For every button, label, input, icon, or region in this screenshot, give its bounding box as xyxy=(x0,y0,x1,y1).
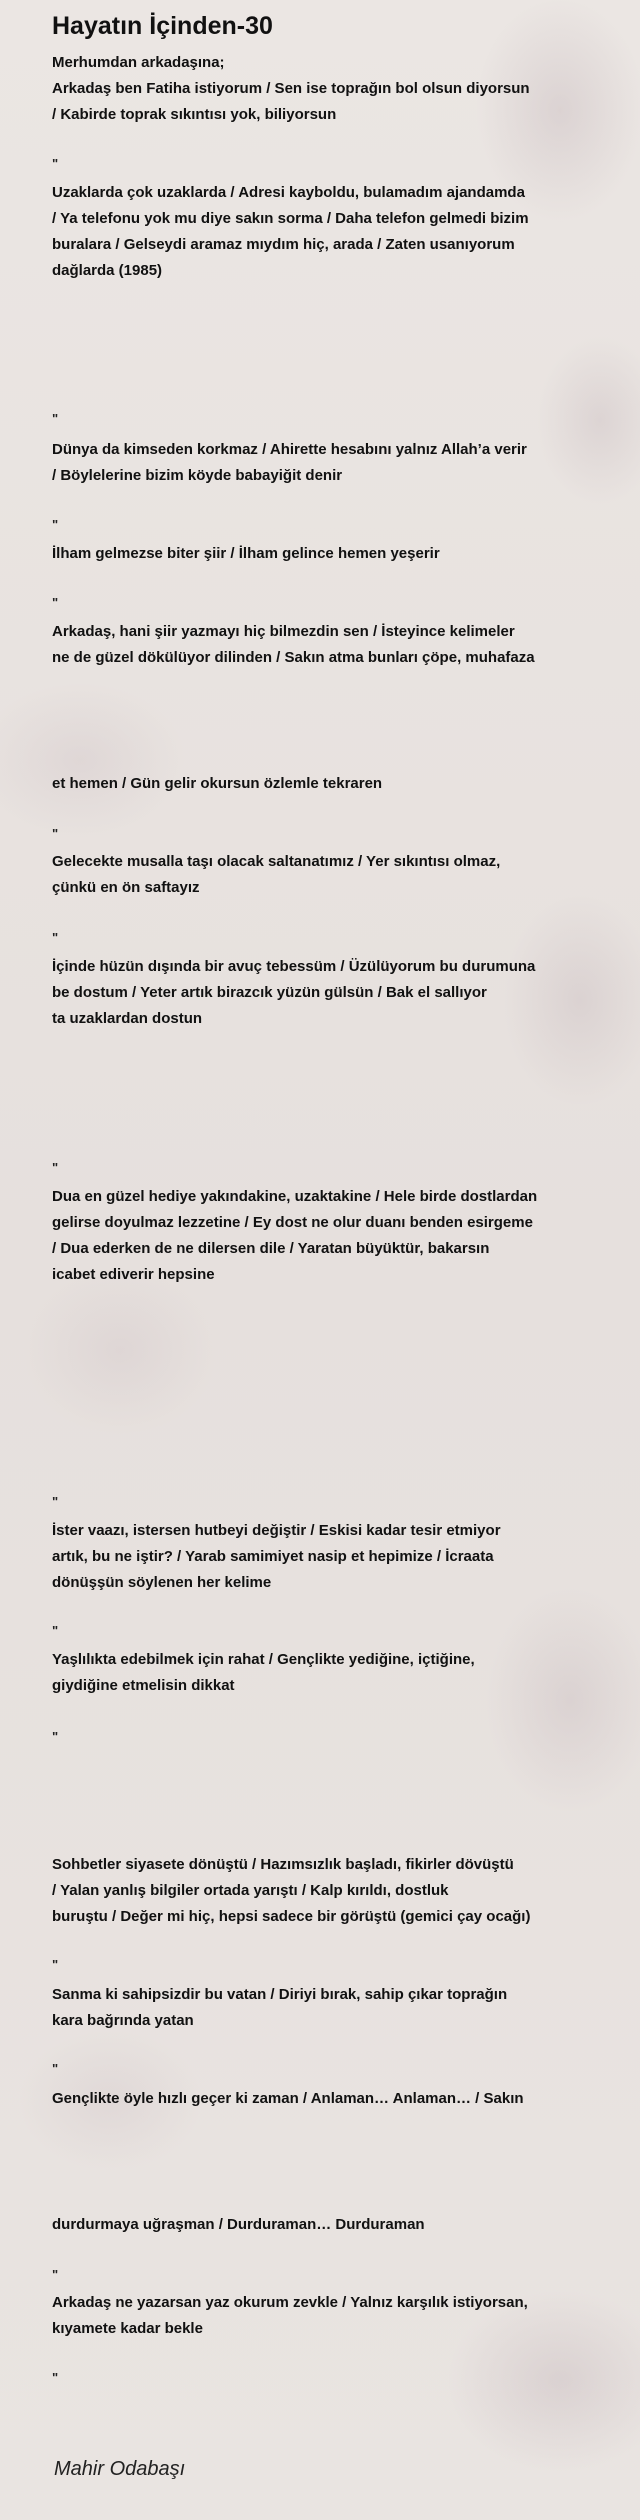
poem-stanza xyxy=(52,1852,592,1930)
poem-line: ta uzaklardan dostun xyxy=(52,1010,203,1027)
poem-stanza xyxy=(52,619,592,671)
poem-line: / Dua ederken de ne dilersen dile / Yaratan büyüktür, bakarsın xyxy=(52,1240,490,1257)
poem-line: Uzaklarda çok uzaklarda / Adresi kayboldu, bulamadım ajandamda xyxy=(52,184,525,201)
poem-line: icabet ediverir hepsine xyxy=(52,1266,215,1283)
poem-stanza xyxy=(52,1647,592,1699)
poem-stanza xyxy=(52,1184,592,1288)
poem-stanza xyxy=(52,849,592,901)
poem-line: / Böylelerine bizim köyde babayiğit denir xyxy=(52,467,343,484)
poem-title: Hayatın İçinden-30 xyxy=(52,12,273,40)
poem-line: Sanma ki sahipsizdir bu vatan / Diriyi bırak, sahip çıkar toprağın xyxy=(52,1986,508,2003)
poem-line: Sohbetler siyasete dönüştü / Hazımsızlık başladı, fikirler dövüştü xyxy=(52,1856,514,1873)
poem-line: Arkadaş, hani şiir yazmayı hiç bilmezdin sen / İsteyince kelimeler xyxy=(52,623,515,640)
stanza-separator: " xyxy=(52,517,59,532)
poem-line: İçinde hüzün dışında bir avuç tebessüm / Üzülüyorum bu durumuna xyxy=(52,958,536,975)
poem-line: be dostum / Yeter artık birazcık yüzün gülsün / Bak el sallıyor xyxy=(52,984,487,1001)
poem-line: İster vaazı, istersen hutbeyi değiştir / Eskisi kadar tesir etmiyor xyxy=(52,1522,501,1539)
stanza-separator: " xyxy=(52,156,59,171)
poem-line: / Yalan yanlış bilgiler ortada yarıştı / Kalp kırıldı, dostluk xyxy=(52,1882,449,1899)
poem-line: Merhumdan arkadaşına; xyxy=(52,54,225,71)
poem-line: İlham gelmezse biter şiir / İlham gelince hemen yeşerir xyxy=(52,545,440,562)
poem-line: gelirse doyulmaz lezzetine / Ey dost ne olur duanı benden esirgeme xyxy=(52,1214,533,1231)
poem-line: buruştu / Değer mi hiç, hepsi sadece bir görüştü (gemici çay ocağı) xyxy=(52,1908,531,1925)
stanza-separator: " xyxy=(52,595,59,610)
poem-line: çünkü en ön saftayız xyxy=(52,879,200,896)
poem-line: artık, bu ne iştir? / Yarab samimiyet nasip et hepimize / İcraata xyxy=(52,1548,494,1565)
stanza-separator: " xyxy=(52,1729,59,1744)
poem-stanza xyxy=(52,771,592,797)
author-name: Mahir Odabaşı xyxy=(54,2458,186,2480)
poem-stanza xyxy=(52,2212,592,2238)
poem-stanza xyxy=(52,180,592,284)
poem-stanza xyxy=(52,1982,592,2034)
stanza-separator: " xyxy=(52,1494,59,1509)
poem-line: Yaşlılıkta edebilmek için rahat / Gençlikte yediğine, içtiğine, xyxy=(52,1651,475,1668)
stanza-separator: " xyxy=(52,1623,59,1638)
stanza-separator: " xyxy=(52,826,59,841)
poem-stanza xyxy=(52,50,592,128)
poem-line: Arkadaş ne yazarsan yaz okurum zevkle / Yalnız karşılık istiyorsan, xyxy=(52,2294,528,2311)
poem-line: durdurmaya uğraşman / Durduraman… Durduraman xyxy=(52,2216,425,2233)
poem-stanza xyxy=(52,2086,592,2112)
stanza-separator: " xyxy=(52,930,59,945)
poem-line: giydiğine etmelisin dikkat xyxy=(52,1677,235,1694)
poem-stanza xyxy=(52,954,592,1032)
poem-line: Gelecekte musalla taşı olacak saltanatımız / Yer sıkıntısı olmaz, xyxy=(52,853,501,870)
poem-line: Gençlikte öyle hızlı geçer ki zaman / Anlaman… Anlaman… / Sakın xyxy=(52,2090,524,2107)
stanza-separator: " xyxy=(52,2061,59,2076)
stanza-separator: " xyxy=(52,411,59,426)
poem-line: / Kabirde toprak sıkıntısı yok, biliyorsun xyxy=(52,106,337,123)
stanza-separator: " xyxy=(52,2267,59,2282)
stanza-separator: " xyxy=(52,1160,59,1175)
poem-line: Arkadaş ben Fatiha istiyorum / Sen ise toprağın bol olsun diyorsun xyxy=(52,80,530,97)
poem-line: dönüşşün söylenen her kelime xyxy=(52,1574,272,1591)
poem-stanza xyxy=(52,437,592,489)
poem-line: dağlarda (1985) xyxy=(52,262,163,279)
stanza-separator: " xyxy=(52,2370,59,2385)
poem-stanza xyxy=(52,1518,592,1596)
poem-stanza xyxy=(52,2290,592,2342)
poem-line: kıyamete kadar bekle xyxy=(52,2320,203,2337)
poem-line: kara bağrında yatan xyxy=(52,2012,194,2029)
stanza-separator: " xyxy=(52,1957,59,1972)
poem-stanza xyxy=(52,541,592,567)
poem-line: ne de güzel dökülüyor dilinden / Sakın atma bunları çöpe, muhafaza xyxy=(52,649,535,666)
poem-line: et hemen / Gün gelir okursun özlemle tekraren xyxy=(52,775,383,792)
poem-line: buralara / Gelseydi aramaz mıydım hiç, arada / Zaten usanıyorum xyxy=(52,236,515,253)
poem-line: Dünya da kimseden korkmaz / Ahirette hesabını yalnız Allah’a verir xyxy=(52,441,527,458)
poem-line: / Ya telefonu yok mu diye sakın sorma / Daha telefon gelmedi bizim xyxy=(52,210,529,227)
poem-line: Dua en güzel hediye yakındakine, uzaktakine / Hele birde dostlardan xyxy=(52,1188,538,1205)
